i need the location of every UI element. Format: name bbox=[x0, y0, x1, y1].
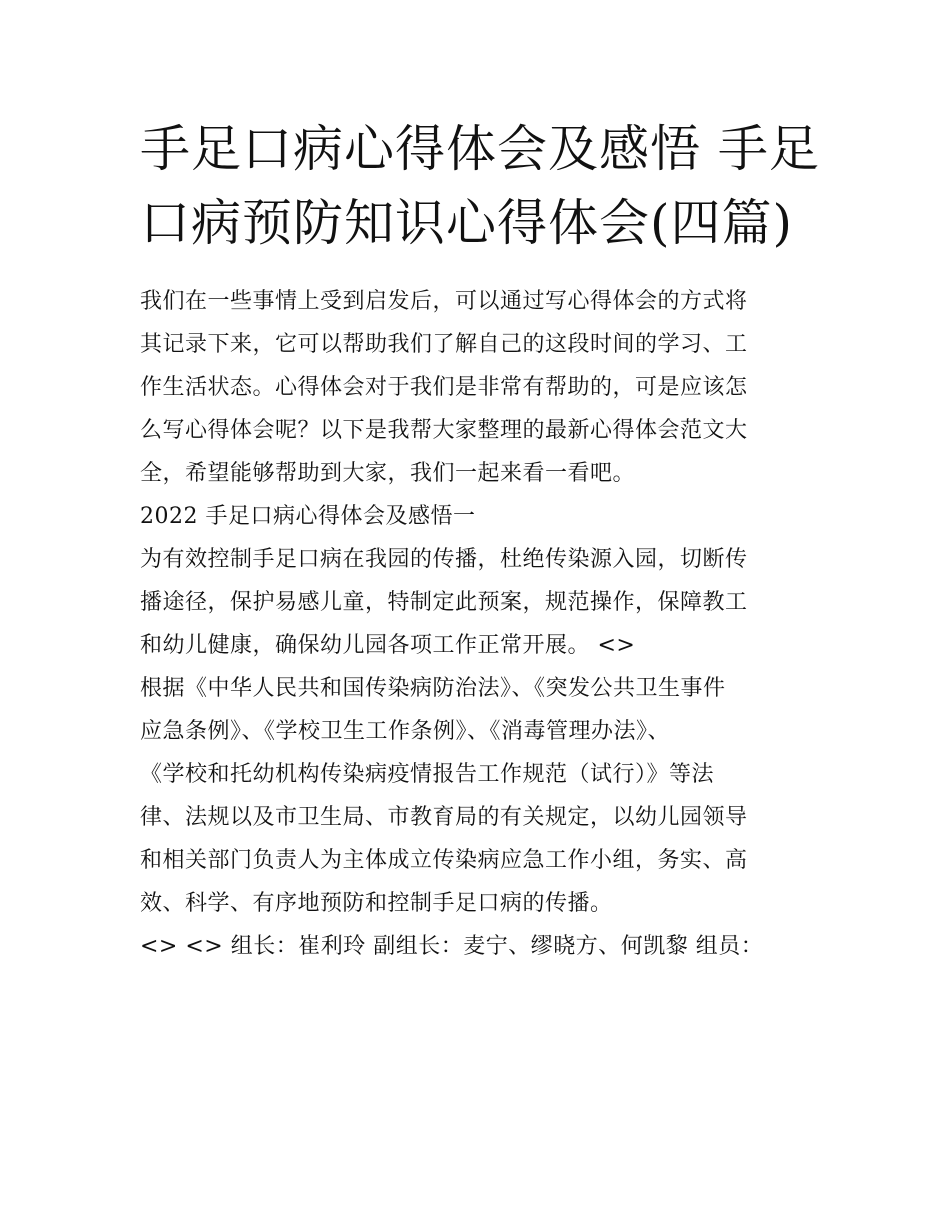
basis-line-5: 和相关部门负责人为主体成立传染病应急工作小组，务实、高 bbox=[140, 848, 748, 873]
intro-line-2: 其记录下来，它可以帮助我们了解自己的这段时间的学习、工 bbox=[140, 332, 748, 357]
basis-line-4: 律、法规以及市卫生局、市教育局的有关规定，以幼儿园领导 bbox=[140, 805, 748, 830]
basis-line-3: 《学校和托幼机构传染病疫情报告工作规范（试行）》等法 bbox=[140, 762, 715, 787]
section-heading: 2022 手足口病心得体会及感悟一 bbox=[140, 504, 476, 529]
title-line-2: 口病预防知识心得体会(四篇) bbox=[140, 194, 794, 252]
document-body bbox=[140, 280, 820, 968]
purpose-line-1: 为有效控制手足口病在我园的传播，杜绝传染源入园，切断传 bbox=[140, 547, 748, 572]
purpose-paragraph bbox=[140, 538, 820, 667]
intro-line-4: 么写心得体会呢？以下是我帮大家整理的最新心得体会范文大 bbox=[140, 418, 748, 443]
group-members-line: <> <> 组长：崔利玲 副组长：麦宁、缪晓方、何凯黎 组员： bbox=[140, 934, 764, 959]
title-line-1: 手足口病心得体会及感悟 手足 bbox=[140, 120, 820, 178]
purpose-line-2: 播途径，保护易感儿童，特制定此预案，规范操作，保障教工 bbox=[140, 590, 748, 615]
basis-paragraph bbox=[140, 667, 820, 925]
intro-paragraph bbox=[140, 280, 820, 495]
document-title bbox=[140, 112, 820, 260]
basis-line-2: 应急条例》、《学校卫生工作条例》、《消毒管理办法》、 bbox=[140, 719, 671, 744]
purpose-line-3: 和幼儿健康，确保幼儿园各项工作正常开展。 <> bbox=[140, 633, 636, 658]
intro-line-5: 全，希望能够帮助到大家，我们一起来看一看吧。 bbox=[140, 461, 636, 486]
basis-line-1: 根据《中华人民共和国传染病防治法》、《突发公共卫生事件 bbox=[140, 676, 726, 701]
basis-line-6: 效、科学、有序地预防和控制手足口病的传播。 bbox=[140, 891, 613, 916]
intro-line-1: 我们在一些事情上受到启发后，可以通过写心得体会的方式将 bbox=[140, 289, 748, 314]
intro-line-3: 作生活状态。心得体会对于我们是非常有帮助的，可是应该怎 bbox=[140, 375, 748, 400]
